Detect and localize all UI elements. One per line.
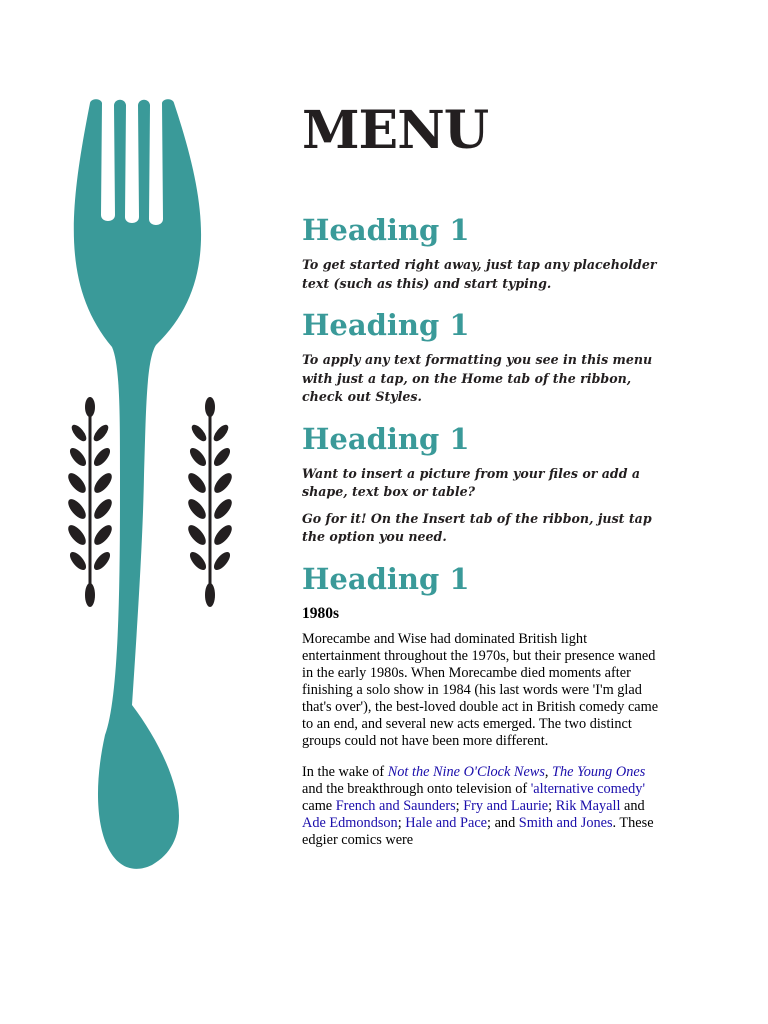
link-alternative-comedy[interactable]: 'alternative comedy' (530, 780, 646, 797)
paragraph-text: came (302, 797, 336, 814)
section-text: To apply any text formatting you see in this menu with just a tap, on the Home tab of the ribbon, check out Styles. (302, 352, 653, 404)
link-french-and-saunders[interactable]: French and Saunders (335, 797, 456, 814)
link-hale-and-pace[interactable]: Hale and Pace (405, 814, 488, 831)
paragraph-text: . These edgier comics were (302, 814, 654, 848)
article-paragraph: Morecambe and Wise had dominated British light entertainment throughout the 1970s, but their presence waned in the early 1980s. When Morecambe died moments after finishing a solo show in 1984 (his last words were 'I'm glad that's over'), the best-loved double act in British comedy came to an end, and several new acts emerged. The two distinct groups could not have been more different. (302, 630, 659, 749)
menu-title: MENU (302, 100, 489, 161)
section-heading: Heading 1 (302, 308, 470, 342)
leaf-sprig-right-icon (185, 397, 235, 607)
paragraph-text: ; (397, 814, 406, 831)
paragraph-text: , (544, 763, 553, 780)
article-paragraph (302, 764, 662, 849)
menu-section (302, 561, 662, 849)
menu-content (302, 100, 662, 863)
menu-section (302, 212, 662, 293)
paragraph-text: In the wake of (302, 763, 388, 780)
link-ade-edmondson[interactable]: Ade Edmondson (302, 814, 398, 831)
paragraph-text: ; (455, 797, 464, 814)
section-text: Want to insert a picture from your files or add a shape, text box or table? (302, 465, 641, 499)
article-subheading: 1980s (302, 604, 340, 622)
link-fry-and-laurie[interactable]: Fry and Laurie (463, 797, 549, 814)
section-heading: Heading 1 (302, 561, 470, 596)
link-rik-mayall[interactable]: Rik Mayall (555, 797, 621, 814)
fork-icon (74, 99, 201, 869)
fork-illustration (60, 95, 240, 875)
paragraph-text: and the breakthrough onto television of (302, 780, 531, 797)
paragraph-text: ; (548, 797, 556, 814)
link-not-the-nine-oclock-news[interactable]: Not the Nine O'Clock News (387, 763, 545, 780)
section-text: Go for it! On the Insert tab of the ribbon, just tap the option you need. (302, 510, 652, 544)
link-smith-and-jones[interactable]: Smith and Jones (518, 814, 613, 831)
leaf-sprig-left-icon (65, 397, 115, 607)
section-heading: Heading 1 (302, 421, 470, 456)
menu-section (302, 421, 662, 547)
link-the-young-ones[interactable]: The Young Ones (552, 763, 646, 780)
paragraph-text: and (620, 797, 645, 814)
menu-section (302, 307, 662, 407)
section-heading: Heading 1 (302, 213, 470, 247)
section-text: To get started right away, just tap any placeholder text (such as this) and start typing. (302, 257, 657, 291)
paragraph-text: ; and (487, 814, 519, 831)
